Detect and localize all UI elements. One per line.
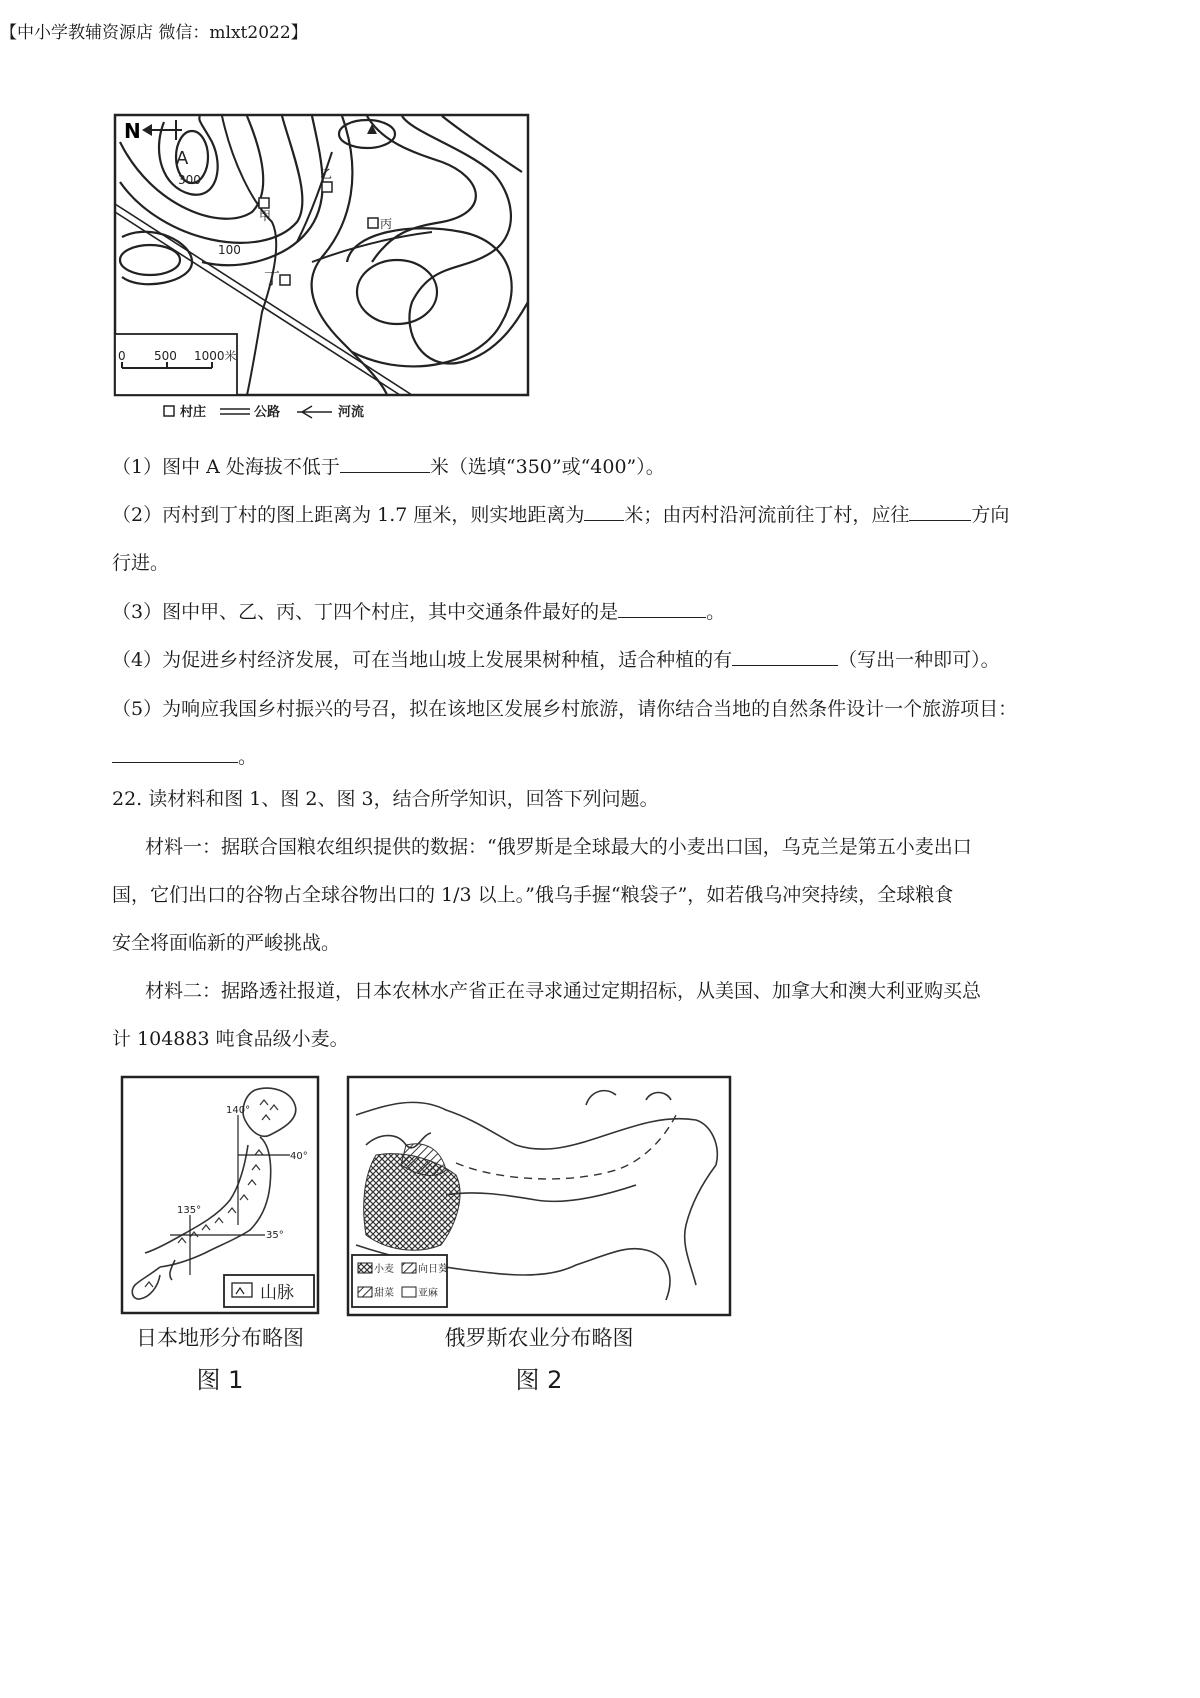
point-a-label: A bbox=[176, 148, 189, 169]
answer-blank-1[interactable] bbox=[340, 454, 430, 473]
answer-blank-4[interactable] bbox=[732, 647, 838, 666]
village-jia-label: 甲 bbox=[259, 209, 272, 223]
contour-100-label: 100 bbox=[218, 243, 241, 257]
fig2-legend-flax: 亚麻 bbox=[418, 1288, 438, 1299]
fig1-label: 图 1 bbox=[196, 1366, 244, 1394]
fig2-legend-wheat: 小麦 bbox=[374, 1264, 394, 1275]
village-yi-label: 乙 bbox=[320, 167, 333, 181]
q22-title: 22. 读材料和图 1、图 2、图 3，结合所学知识，回答下列问题。 bbox=[112, 788, 659, 810]
answer-blank-2a[interactable] bbox=[584, 502, 624, 521]
contour-300-label: 300 bbox=[178, 173, 201, 187]
russia-agriculture-map bbox=[346, 1075, 732, 1317]
question-4: （4）为促进乡村经济发展，可在当地山坡上发展果树种植，适合种植的有 （写出一种即可）。 bbox=[112, 649, 1000, 671]
material-1-line-3: 安全将面临新的严峻挑战。 bbox=[112, 932, 341, 954]
fig2-legend-sunflower: 向日葵 bbox=[418, 1264, 448, 1275]
fig2-caption: 俄罗斯农业分布略图 bbox=[444, 1326, 634, 1350]
legend-village: 村庄 bbox=[180, 405, 207, 420]
legend-river: 河流 bbox=[338, 405, 365, 420]
japan-terrain-map bbox=[120, 1075, 320, 1315]
village-bing-label: 丙 bbox=[380, 217, 393, 231]
fig2-legend-beet: 甜菜 bbox=[374, 1288, 394, 1299]
question-3: （3）图中甲、乙、丙、丁四个村庄，其中交通条件最好的是 。 bbox=[112, 601, 726, 623]
answer-blank-5[interactable] bbox=[112, 744, 238, 763]
scale-zero: 0 bbox=[118, 349, 126, 363]
material-2-line-1: 材料二：据路透社报道，日本农林水产省正在寻求通过定期招标，从美国、加拿大和澳大利亚购买总 bbox=[145, 980, 982, 1002]
north-label: N bbox=[124, 119, 141, 143]
fig1-legend-mountain: 山脉 bbox=[260, 1283, 294, 1303]
lat-40-label: 40° bbox=[290, 1151, 308, 1162]
question-5-answer: 。 bbox=[112, 744, 257, 770]
village-ding-label: 丁 bbox=[264, 269, 281, 288]
answer-blank-2b[interactable] bbox=[909, 502, 971, 521]
material-2-line-2: 计 104883 吨食品级小麦。 bbox=[112, 1028, 349, 1050]
page-header bbox=[0, 18, 1200, 42]
contour-map bbox=[112, 112, 532, 422]
material-1-line-2: 国，它们出口的谷物占全球谷物出口的 1/3 以上。”俄乌手握“粮袋子”，如若俄乌冲突持续，全球粮食 bbox=[112, 884, 954, 906]
answer-blank-3[interactable] bbox=[618, 599, 706, 618]
question-1: （1）图中 A 处海拔不低于 米（选填“350”或“400”）。 bbox=[112, 456, 665, 478]
question-5: （5）为响应我国乡村振兴的号召，拟在该地区发展乡村旅游，请你结合当地的自然条件设计一个旅游项目： bbox=[112, 698, 1018, 720]
fig1-caption: 日本地形分布略图 bbox=[136, 1326, 304, 1350]
lat-35-label: 35° bbox=[266, 1230, 284, 1241]
lon-140-label: 140° bbox=[226, 1105, 251, 1116]
legend-road: 公路 bbox=[254, 405, 281, 420]
scale-mid: 500 bbox=[154, 349, 177, 363]
fig2-label: 图 2 bbox=[515, 1366, 563, 1394]
lon-135-label: 135° bbox=[177, 1205, 202, 1216]
material-1-line-1: 材料一：据联合国粮农组织提供的数据：“俄罗斯是全球最大的小麦出口国，乌克兰是第五小麦出口 bbox=[145, 836, 972, 858]
question-2-cont: 行进。 bbox=[112, 552, 170, 574]
question-2: （2）丙村到丁村的图上距离为 1.7 厘米，则实地距离为 米；由丙村沿河流前往丁村，应往 方向 bbox=[112, 504, 1010, 526]
header-text: 【中小学教辅资源店 微信：mlxt2022】 bbox=[0, 23, 308, 43]
scale-end: 1000米 bbox=[194, 349, 237, 363]
